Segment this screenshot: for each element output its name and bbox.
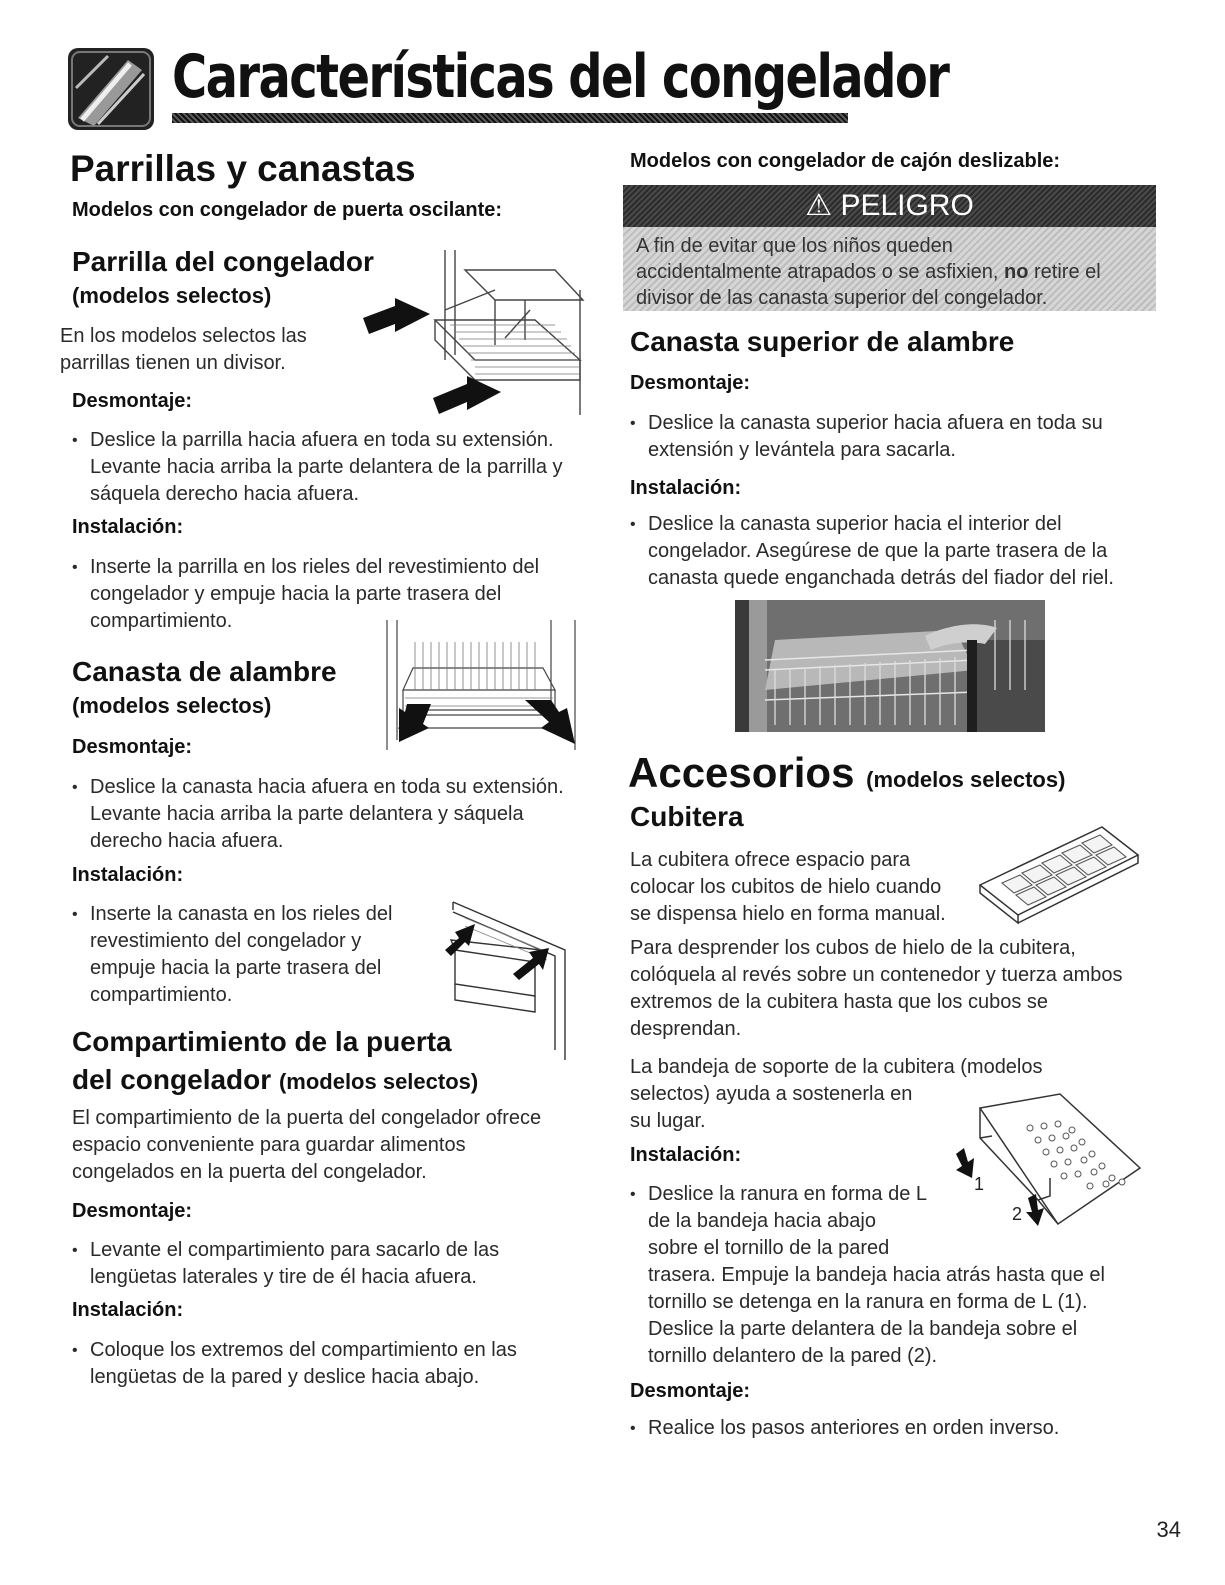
swing-door-models-label: Modelos con congelador de puerta oscilante: — [72, 199, 503, 221]
page-number: 34 — [1156, 1517, 1181, 1542]
rack-removal-step: • Deslice la parrilla hacia afuera en toda su extensión. Levante hacia arriba la parte delantera de la parrilla y sáquela derecho hacia afuera. — [72, 427, 563, 508]
warning-triangle-icon: ⚠ — [805, 189, 833, 222]
ice-tray-illustration — [972, 815, 1142, 925]
ice-tray-release-text: Para desprender los cubos de hielo de la cubitera, colóquela al revés sobre un contenedor y tuerza ambos extremos de la cubitera hasta que los cubos se desprendan. — [630, 937, 1123, 1040]
section-title-racks-baskets: Parrillas y canastas — [70, 148, 416, 189]
door-bin-heading-line1: Compartimiento de la puerta — [72, 1026, 452, 1057]
rack-removal-label: Desmontaje: — [72, 390, 193, 412]
title-underline — [172, 113, 848, 123]
ice-tray-removal-step: • Realice los pasos anteriores en orden inverso. — [630, 1415, 1059, 1442]
door-bin-removal-step: • Levante el compartimiento para sacarlo de las lengüetas laterales y tire de él hacia afuera. — [72, 1237, 499, 1291]
wire-basket-illustration — [385, 620, 585, 750]
page-title: Características del congelador — [172, 42, 949, 112]
upper-basket-install-step: • Deslice la canasta superior hacia el interior del congelador. Asegúrese de que la parte trasera de la canasta quede enganchada detrás del fiador del riel. — [630, 511, 1114, 592]
door-bin-intro: El compartimiento de la puerta del congelador ofrece espacio conveniente para guardar alimentos congelados en la puerta del congelador. — [72, 1107, 542, 1183]
danger-header — [623, 185, 1156, 227]
door-bin-heading-line2: del congelador (modelos selectos) — [72, 1064, 479, 1095]
accessories-heading: Accesorios (modelos selectos) — [628, 749, 1066, 796]
callout-1: 1 — [974, 1174, 985, 1194]
danger-text: A fin de evitar que los niños queden accidentalmente atrapados o se asfixien, no retire el divisor de las canasta superior del congelador. — [636, 235, 1101, 309]
ice-tray-intro: La cubitera ofrece espacio para colocar los cubitos de hielo cuando se dispensa hielo en forma manual. — [630, 849, 946, 925]
basket-subheading: (modelos selectos) — [72, 693, 272, 718]
danger-title: PELIGRO — [840, 189, 974, 222]
basket-install-step: • Inserte la canasta en los rieles del revestimiento del congelador y empuje hacia la parte trasera del compartimiento. — [72, 901, 392, 1009]
basket-removal-label: Desmontaje: — [72, 736, 193, 758]
callout-2: 2 — [1012, 1204, 1023, 1224]
freezer-logo-icon — [68, 48, 154, 130]
upper-basket-removal-step: • Deslice la canasta superior hacia afuera en toda su extensión y levántela para sacarla. — [630, 410, 1103, 464]
rack-install-label: Instalación: — [72, 516, 184, 538]
door-bin-install-step: • Coloque los extremos del compartimiento en las lengüetas de la pared y deslice hacia abajo. — [72, 1337, 517, 1391]
door-bin-install-label: Instalación: — [72, 1299, 184, 1321]
ice-tray-removal-label: Desmontaje: — [630, 1380, 751, 1402]
rack-install-step: • Inserte la parrilla en los rieles del revestimiento del congelador y empuje hacia la parte trasera del compartimiento. — [72, 554, 539, 635]
rack-subheading: (modelos selectos) — [72, 283, 272, 308]
door-bin-removal-label: Desmontaje: — [72, 1200, 193, 1222]
basket-heading: Canasta de alambre — [72, 656, 337, 687]
rack-intro: En los modelos selectos las parrillas tienen un divisor. — [60, 325, 307, 374]
upper-basket-photo — [735, 600, 1045, 732]
ice-tray-support-text: La bandeja de soporte de la cubitera (modelos selectos) ayuda a sostenerla en su lugar. — [630, 1056, 1043, 1132]
basket-removal-step: • Deslice la canasta hacia afuera en toda su extensión. Levante hacia arriba la parte delantera y sáquela derecho hacia afuera. — [72, 774, 564, 855]
drawer-models-label: Modelos con congelador de cajón deslizable: — [630, 150, 1061, 172]
rack-heading: Parrilla del congelador — [72, 246, 374, 277]
ice-tray-install-label: Instalación: — [630, 1144, 742, 1166]
upper-basket-install-label: Instalación: — [630, 477, 742, 499]
upper-basket-heading: Canasta superior de alambre — [630, 326, 1015, 357]
basket-install-label: Instalación: — [72, 864, 184, 886]
upper-basket-removal-label: Desmontaje: — [630, 372, 751, 394]
ice-tray-heading: Cubitera — [630, 801, 744, 832]
ice-tray-install-step: • Deslice la ranura en forma de L de la bandeja hacia abajo sobre el tornillo de la pared trasera. Empuje la bandeja hacia atrás hasta que el tornillo se detenga en la ranura en forma de L (1). Deslice la parte delantera de la bandeja sobre el tornillo delantero de la pared (2). — [630, 1181, 1105, 1370]
freezer-rack-illustration — [355, 250, 595, 420]
